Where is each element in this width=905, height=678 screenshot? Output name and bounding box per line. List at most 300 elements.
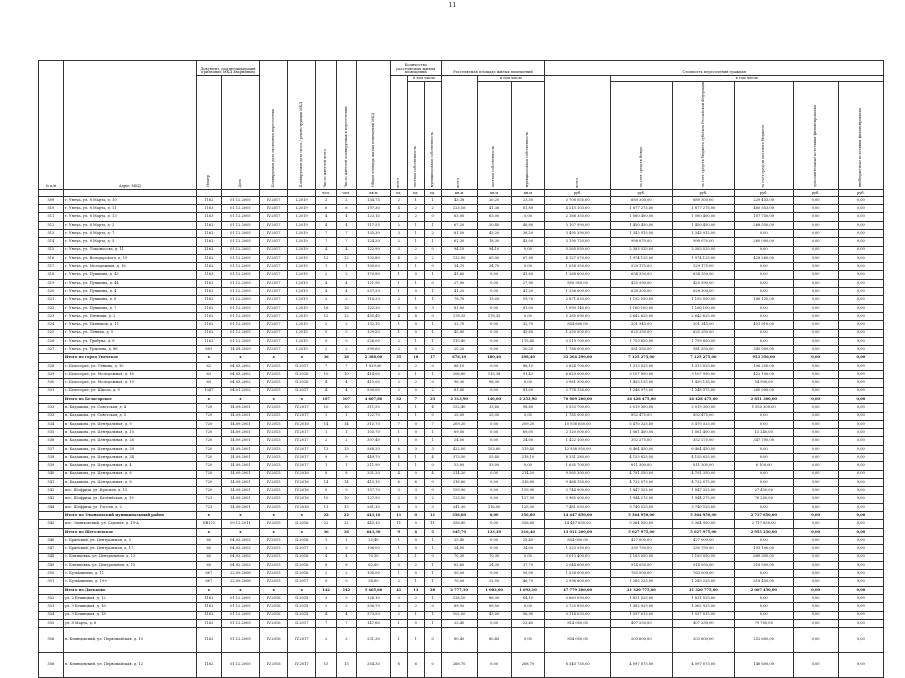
- table-cell: 3 013 400,00: [545, 553, 610, 561]
- table-cell: 0,00: [793, 404, 838, 412]
- table-cell: 01.12.2005: [221, 312, 259, 320]
- table-cell: 530: [39, 379, 64, 387]
- table-cell: 0,00: [793, 395, 838, 403]
- table-cell: I.2019: [288, 246, 316, 254]
- table-cell: 4: [407, 312, 424, 320]
- table-cell: I.2019: [288, 279, 316, 287]
- table-cell: 8: [316, 561, 336, 569]
- table-cell: 6 464 450,00: [672, 445, 734, 453]
- table-cell: 0,00: [793, 478, 838, 486]
- table-cell: 41,60: [441, 271, 477, 279]
- unit-cell: [63, 189, 196, 196]
- table-cell: 2: [390, 337, 407, 345]
- table-row: [39, 321, 884, 329]
- table-cell: 01.12.2005: [221, 205, 259, 213]
- table-row: [39, 536, 884, 544]
- table-cell: 0,00: [734, 412, 793, 420]
- table-cell: 2: [390, 238, 407, 246]
- table-cell: 1 974 125,00: [672, 254, 734, 262]
- table-row: [39, 595, 884, 603]
- address-cell: г. Унеча, ул. Пушкина, д. 44: [63, 279, 196, 287]
- table-cell: 04.02.2002: [221, 561, 259, 569]
- table-cell: 142: [316, 586, 336, 594]
- table-cell: 0,00: [793, 495, 838, 503]
- table-cell: 0: [424, 653, 441, 678]
- table-cell: 0,00: [838, 536, 883, 544]
- table-cell: 0,00: [477, 487, 511, 495]
- table-cell: 1 974 125,00: [610, 254, 672, 262]
- table-cell: 8: [336, 470, 356, 478]
- table-cell: IV.2017: [288, 653, 316, 678]
- table-cell: 914 050,00: [610, 561, 672, 569]
- table-cell: 1163: [196, 205, 221, 213]
- table-cell: 1: [390, 437, 407, 445]
- table-cell: 0,00: [477, 653, 511, 678]
- table-cell: 62,60: [441, 561, 477, 569]
- table-cell: 0,00: [511, 246, 545, 254]
- table-cell: 1: [390, 263, 407, 271]
- table-cell: 60: [196, 536, 221, 544]
- table-cell: x: [196, 354, 221, 362]
- table-cell: 23,40: [441, 619, 477, 627]
- table-row: [39, 561, 884, 569]
- table-cell: 2: [316, 196, 336, 204]
- table-cell: 356,80: [441, 512, 477, 520]
- table-cell: IV.2017: [288, 462, 316, 470]
- table-cell: 4: [336, 246, 356, 254]
- table-cell: 2 019 300,00: [610, 404, 672, 412]
- header-area-municipal: муниципальная собственность: [511, 82, 545, 190]
- table-cell: 0: [407, 495, 424, 503]
- table-cell: 0: [407, 619, 424, 627]
- table-cell: 2: [390, 296, 407, 304]
- table-cell: 544: [39, 503, 64, 511]
- table-cell: 0: [407, 536, 424, 544]
- table-cell: 0,00: [838, 213, 883, 221]
- unit-cell: руб.: [672, 189, 734, 196]
- table-cell: 1 323 550,00: [545, 545, 610, 553]
- table-cell: 04.03.2002: [221, 362, 259, 370]
- table-cell: 280 000,00: [734, 238, 793, 246]
- table-cell: 0: [424, 628, 441, 653]
- table-cell: 01.12.2005: [221, 229, 259, 237]
- table-cell: 2: [336, 346, 356, 354]
- table-row: [39, 553, 884, 561]
- table-cell: 102,50: [441, 611, 477, 619]
- subtotal-row: [39, 512, 884, 520]
- table-cell: IV.2015: [260, 454, 288, 462]
- table-cell: 720: [196, 487, 221, 495]
- address-cell: г. Унеча, ул. Пушкина, д. 7: [63, 304, 196, 312]
- table-cell: 01.12.2005: [221, 611, 259, 619]
- table-cell: 535: [39, 429, 64, 437]
- table-cell: 1163: [196, 213, 221, 221]
- table-row: [39, 478, 884, 486]
- table-cell: 1 877 275,00: [610, 205, 672, 213]
- table-cell: 689 300,00: [734, 553, 793, 561]
- table-cell: 268,70: [511, 653, 545, 678]
- table-cell: 0,00: [793, 503, 838, 511]
- address-cell: Итого по Дятьково: [63, 586, 196, 594]
- table-cell: 2: [407, 362, 424, 370]
- table-cell: 449,70: [357, 454, 391, 462]
- table-row: [39, 271, 884, 279]
- table-cell: 4: [316, 213, 336, 221]
- table-cell: 7: [407, 395, 424, 403]
- header-area-incl: в том числе: [477, 76, 545, 82]
- table-cell: 26 428 475,00: [610, 395, 672, 403]
- table-cell: 1162: [196, 296, 221, 304]
- table-cell: 197,30: [357, 205, 391, 213]
- table-cell: 13: [336, 503, 356, 511]
- table-cell: 0,00: [838, 263, 883, 271]
- table-cell: 1: [316, 536, 336, 544]
- address-cell: с. Брянский, ул. Центральная, д. 17: [63, 545, 196, 553]
- table-cell: 0,00: [793, 520, 838, 528]
- table-cell: 12: [316, 312, 336, 320]
- table-cell: x: [221, 586, 259, 594]
- table-cell: 64,10: [511, 595, 545, 603]
- table-cell: 1 929,00: [357, 362, 391, 370]
- table-cell: x: [260, 528, 288, 536]
- table-cell: 226,00: [357, 337, 391, 345]
- table-cell: 60: [196, 545, 221, 553]
- table-cell: 70,30: [441, 553, 477, 561]
- table-cell: 1: [336, 536, 356, 544]
- table-row: [39, 653, 884, 678]
- table-cell: 427 000,00: [672, 536, 734, 544]
- table-cell: 132,90: [441, 254, 477, 262]
- table-cell: 811 300,00: [672, 462, 734, 470]
- table-cell: IV.2017: [260, 229, 288, 237]
- address-cell: п. Кадашова, ул. Центральная, д. 4: [63, 462, 196, 470]
- table-cell: 6: [390, 478, 407, 486]
- table-cell: 0,00: [838, 586, 883, 594]
- table-cell: 16: [336, 304, 356, 312]
- table-cell: 3 114 030,00: [545, 611, 610, 619]
- address-cell: г. Унеча, ул. 8 Марта, д. 13: [63, 213, 196, 221]
- table-cell: 3: [407, 445, 424, 453]
- table-cell: 0,00: [793, 454, 838, 462]
- header-area-total: всего: [441, 76, 477, 190]
- table-cell: 04.03.2002: [221, 371, 259, 379]
- table-cell: 0,00: [477, 478, 511, 486]
- table-cell: 0,00: [838, 205, 883, 213]
- table-cell: 9: [336, 337, 356, 345]
- table-cell: 9: [390, 528, 407, 536]
- table-cell: IV.2017: [260, 213, 288, 221]
- table-cell: 24,00: [511, 545, 545, 553]
- table-cell: 62,60: [357, 561, 391, 569]
- table-cell: 2: [316, 437, 336, 445]
- table-cell: 1 058 350,00: [545, 263, 610, 271]
- table-cell: IV.2015: [260, 462, 288, 470]
- table-cell: 3 107 950,00: [610, 371, 672, 379]
- table-cell: 518: [39, 271, 64, 279]
- table-cell: 763 000,00: [610, 570, 672, 578]
- table-cell: 69,00: [441, 429, 477, 437]
- address-cell: г. Унеча, ул. Пятницк, д. 2: [63, 312, 196, 320]
- table-cell: 133,30: [477, 528, 511, 536]
- table-cell: 6: [316, 205, 336, 213]
- table-cell: 9: [336, 454, 356, 462]
- table-cell: 545: [39, 520, 64, 528]
- table-cell: 1047: [196, 387, 221, 395]
- table-cell: 0,00: [477, 321, 511, 329]
- table-cell: 0,00: [838, 329, 883, 337]
- table-cell: IV.2017: [260, 196, 288, 204]
- table-cell: IV.2017: [260, 271, 288, 279]
- table-cell: 0,00: [793, 437, 838, 445]
- table-cell: 854 600,00: [545, 321, 610, 329]
- table-cell: 1: [407, 611, 424, 619]
- table-cell: 720: [196, 454, 221, 462]
- table-cell: IV.2015: [260, 553, 288, 561]
- table-cell: 3 708 055,00: [545, 196, 610, 204]
- unit-cell: руб.: [838, 189, 883, 196]
- table-cell: 2 998 800,00: [545, 578, 610, 586]
- table-cell: 720: [196, 470, 221, 478]
- table-cell: 60: [196, 561, 221, 569]
- table-cell: x: [288, 395, 316, 403]
- table-cell: 1: [390, 412, 407, 420]
- table-cell: 4 732 075,00: [672, 478, 734, 486]
- table-cell: 0,00: [793, 279, 838, 287]
- table-cell: 132,80: [357, 254, 391, 262]
- address-cell: п. Кадашова, ул. Центральная, д. 6: [63, 470, 196, 478]
- table-cell: 0,00: [838, 561, 883, 569]
- table-cell: 549: [39, 561, 64, 569]
- table-cell: 0,00: [838, 346, 883, 354]
- table-cell: 1: [424, 196, 441, 204]
- table-cell: 01.12.2005: [221, 279, 259, 287]
- table-cell: 554: [39, 611, 64, 619]
- table-cell: 852 475,00: [610, 412, 672, 420]
- table-cell: II.2017: [288, 545, 316, 553]
- table-cell: 1162: [196, 304, 221, 312]
- table-cell: 407 250,00: [610, 619, 672, 627]
- table-cell: 170,80: [357, 271, 391, 279]
- table-cell: 689 300,00: [672, 196, 734, 204]
- table-cell: 1: [424, 561, 441, 569]
- table-cell: 0,00: [793, 312, 838, 320]
- table-cell: 21 320 775,00: [610, 586, 672, 594]
- table-cell: 13: [316, 503, 336, 511]
- table-cell: 53,00: [441, 462, 477, 470]
- table-cell: 723: [196, 495, 221, 503]
- table-cell: 1 990 140,00: [545, 304, 610, 312]
- table-cell: x: [260, 354, 288, 362]
- table-cell: 0,00: [734, 503, 793, 511]
- table-row: [39, 296, 884, 304]
- table-cell: 1: [424, 271, 441, 279]
- table-cell: 4 127 070,00: [545, 254, 610, 262]
- table-cell: 01.12.2005: [221, 238, 259, 246]
- table-cell: 8: [336, 561, 356, 569]
- table-cell: 206,70: [357, 603, 391, 611]
- table-cell: 513: [39, 229, 64, 237]
- table-cell: 536: [39, 437, 64, 445]
- table-row: [39, 628, 884, 653]
- table-cell: 1162: [196, 288, 221, 296]
- table-cell: 521: [39, 296, 64, 304]
- header-doc-group: Документ, подтверждающий признание МКД аварийным: [196, 61, 259, 76]
- table-cell: 0,00: [793, 379, 838, 387]
- table-row: [39, 503, 884, 511]
- table-cell: 203 600,00: [672, 628, 734, 653]
- table-cell: 689 300,00: [610, 196, 672, 204]
- table-cell: 53,00: [477, 462, 511, 470]
- table-cell: 1 847 325,00: [672, 487, 734, 495]
- table-cell: 10: [336, 404, 356, 412]
- table-cell: 0,00: [734, 478, 793, 486]
- table-cell: I.2019: [288, 271, 316, 279]
- table-cell: 1: [390, 429, 407, 437]
- table-cell: 7: [336, 238, 356, 246]
- table-cell: 998 070,00: [610, 238, 672, 246]
- table-cell: 1 455 135,00: [672, 379, 734, 387]
- table-cell: 1163: [196, 271, 221, 279]
- table-cell: 7: [336, 362, 356, 370]
- table-cell: 108,00: [357, 545, 391, 553]
- table-cell: 43,00: [511, 238, 545, 246]
- table-cell: 0: [407, 321, 424, 329]
- table-cell: 1: [424, 595, 441, 603]
- table-cell: 2 313,90: [441, 395, 477, 403]
- table-cell: 2: [407, 213, 424, 221]
- table-cell: I.2019: [288, 263, 316, 271]
- table-cell: 4 607,80: [357, 395, 391, 403]
- table-cell: IV.2017: [288, 628, 316, 653]
- table-cell: 2: [390, 196, 407, 204]
- table-cell: IV.2016: [288, 503, 316, 511]
- table-cell: 0,00: [793, 254, 838, 262]
- table-cell: 1: [390, 628, 407, 653]
- table-cell: 54,60: [357, 578, 391, 586]
- table-cell: IV.2016: [288, 478, 316, 486]
- table-cell: 1: [390, 321, 407, 329]
- table-cell: 14.09.2001: [221, 437, 259, 445]
- table-cell: 1: [407, 263, 424, 271]
- table-cell: IV.2017: [260, 221, 288, 229]
- table-cell: 542: [39, 487, 64, 495]
- table-cell: 1: [407, 454, 424, 462]
- table-row: [39, 346, 884, 354]
- table-cell: 4: [336, 379, 356, 387]
- unit-cell: [288, 189, 316, 196]
- table-cell: 1: [407, 279, 424, 287]
- table-cell: 25,40: [511, 536, 545, 544]
- table-cell: 127,50: [357, 495, 391, 503]
- units-row: [39, 189, 884, 196]
- table-cell: 6: [336, 205, 356, 213]
- table-cell: 45,80: [511, 329, 545, 337]
- table-cell: 0,00: [838, 420, 883, 428]
- table-cell: 2: [424, 346, 441, 354]
- table-cell: 9: [316, 487, 336, 495]
- table-cell: 0,00: [793, 221, 838, 229]
- address-cell: ул. 2 Бежицкая, д. 12: [63, 595, 196, 603]
- table-cell: 0: [407, 271, 424, 279]
- table-cell: 14.09.2001: [221, 404, 259, 412]
- table-cell: 2: [407, 561, 424, 569]
- address-cell: пос. Шофриш, ул. Балтийская, д. 19: [63, 495, 196, 503]
- table-cell: 1 944 275,00: [672, 495, 734, 503]
- table-cell: 12: [336, 254, 356, 262]
- table-cell: 01.12.2005: [221, 595, 259, 603]
- table-cell: 526: [39, 337, 64, 345]
- table-cell: 0,00: [793, 445, 838, 453]
- table-cell: 2 253,90: [511, 395, 545, 403]
- table-cell: 1 759 850,00: [610, 337, 672, 345]
- table-cell: 516: [39, 254, 64, 262]
- table-cell: 116,00: [477, 503, 511, 511]
- table-cell: I.2019: [288, 238, 316, 246]
- table-cell: 45,20: [477, 229, 511, 237]
- table-cell: 123,50: [441, 495, 477, 503]
- table-cell: II.2018: [288, 595, 316, 603]
- table-cell: 0,00: [511, 628, 545, 653]
- table-cell: 115,40: [511, 337, 545, 345]
- table-cell: IV.2015: [260, 387, 288, 395]
- table-cell: 0,00: [793, 329, 838, 337]
- unit-cell: ед.: [424, 189, 441, 196]
- table-cell: 5 553 700,00: [545, 404, 610, 412]
- table-cell: 86,10: [511, 362, 545, 370]
- table-cell: 0,00: [734, 229, 793, 237]
- table-cell: 0,00: [838, 628, 883, 653]
- table-cell: 443,10: [357, 512, 391, 520]
- table-cell: 100,00: [357, 570, 391, 578]
- table-cell: 0,00: [838, 445, 883, 453]
- table-cell: 0,00: [477, 512, 511, 520]
- table-cell: 206,80: [441, 371, 477, 379]
- table-cell: 4: [336, 213, 356, 221]
- table-cell: 1162: [196, 221, 221, 229]
- table-cell: 0,00: [793, 619, 838, 627]
- table-cell: 45,00: [477, 611, 511, 619]
- table-cell: 117,55: [357, 221, 391, 229]
- table-cell: 0,00: [477, 520, 511, 528]
- table-cell: 33 204 290,00: [545, 354, 610, 362]
- table-cell: 4: [316, 553, 336, 561]
- table-header: [39, 61, 884, 197]
- table-cell: 0,00: [793, 229, 838, 237]
- table-cell: 3 740 525,00: [610, 503, 672, 511]
- table-cell: 512: [39, 221, 64, 229]
- table-cell: 0,00: [838, 379, 883, 387]
- table-cell: 1: [407, 412, 424, 420]
- table-cell: 241,30: [441, 503, 477, 511]
- address-cell: с. Кузьминичи, д. 11: [63, 570, 196, 578]
- table-cell: x: [288, 354, 316, 362]
- table-cell: 54 900,00: [734, 379, 793, 387]
- table-cell: 1 785 000,00: [545, 412, 610, 420]
- table-cell: 311,50: [357, 404, 391, 412]
- unit-cell: руб.: [610, 189, 672, 196]
- table-row: [39, 404, 884, 412]
- table-cell: 5: [336, 329, 356, 337]
- table-cell: 01.12.2005: [221, 304, 259, 312]
- table-cell: 2: [316, 321, 336, 329]
- table-cell: 6 629 000,00: [545, 371, 610, 379]
- table-cell: 422,00: [441, 445, 477, 453]
- table-row: [39, 362, 884, 370]
- subtotal-row: [39, 395, 884, 403]
- table-cell: II.2016: [288, 371, 316, 379]
- table-cell: 10: [316, 495, 336, 503]
- table-cell: 509: [39, 196, 64, 204]
